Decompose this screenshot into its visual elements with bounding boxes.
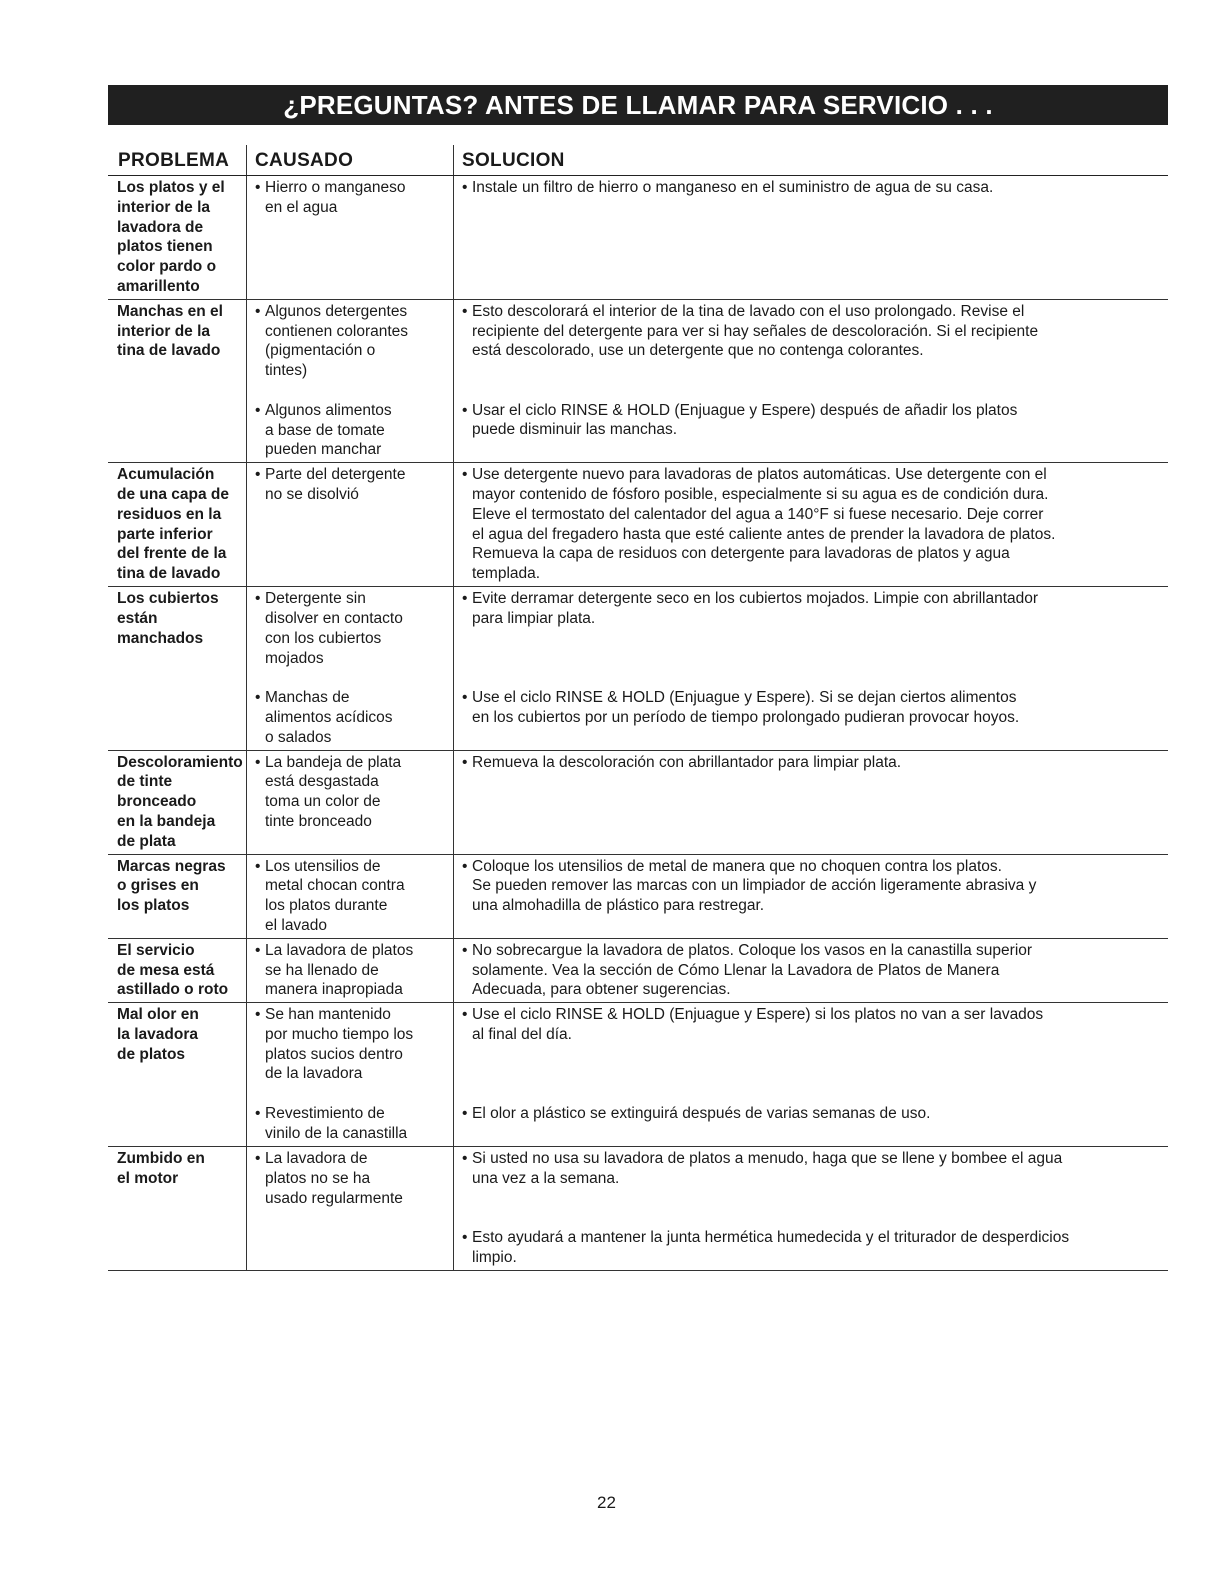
bullet-icon: • xyxy=(462,179,468,196)
solution-text: Use el ciclo RINSE & HOLD (Enjuague y Espere) si los platos no van a ser lavados al final del día. xyxy=(472,1006,1044,1043)
solution-item xyxy=(462,857,1164,936)
cause-item xyxy=(255,589,449,668)
solution-item xyxy=(462,178,1164,218)
cause-cell xyxy=(247,587,454,749)
cause-item xyxy=(255,465,449,584)
bullet-icon: • xyxy=(462,1228,468,1246)
problem-cell: Los platos y el interior de la lavadora de platos tienen color pardo o amarillento xyxy=(108,176,247,299)
table-row xyxy=(108,751,1168,855)
table-row xyxy=(108,1003,1168,1147)
cause-text: Se han mantenido por mucho tiempo los platos sucios dentro de la lavadora xyxy=(265,1006,414,1083)
cause-cell xyxy=(247,1147,454,1270)
solution-item xyxy=(462,1005,1164,1084)
cause-cell xyxy=(247,939,454,1002)
troubleshooting-table xyxy=(108,145,1168,1271)
cause-item xyxy=(255,401,449,460)
cause-item xyxy=(255,1149,449,1208)
cause-cell xyxy=(247,176,454,299)
cause-text: La bandeja de plata está desgastada toma un color de tinte bronceado xyxy=(265,753,402,830)
cause-item xyxy=(255,302,449,381)
cause-item xyxy=(255,688,449,747)
cause-cell xyxy=(247,855,454,938)
solution-text: Evite derramar detergente seco en los cubiertos mojados. Limpie con abrillantador para limpiar plata. xyxy=(472,590,1039,627)
solution-item xyxy=(462,302,1164,381)
table-row xyxy=(108,300,1168,463)
bullet-icon: • xyxy=(462,1104,468,1122)
cause-text: La lavadora de platos no se ha usado regularmente xyxy=(265,1150,403,1207)
problem-cell: Marcas negras o grises en los platos xyxy=(108,855,247,938)
page-number: 22 xyxy=(597,1493,616,1512)
cause-text: Detergente sin disolver en contacto con los cubiertos mojados xyxy=(265,590,403,667)
bullet-icon: • xyxy=(462,688,468,706)
bullet-icon: • xyxy=(255,179,261,196)
bullet-icon: • xyxy=(462,857,468,875)
solution-cell xyxy=(454,1147,1168,1270)
bullet-icon: • xyxy=(462,1150,468,1168)
solution-text: Si usted no usa su lavadora de platos a menudo, haga que se llene y bombee el agua una vez a la semana. xyxy=(472,1150,1063,1187)
bullet-icon xyxy=(255,1228,265,1268)
header-solution: SOLUCION xyxy=(462,150,565,171)
solution-cell xyxy=(454,939,1168,1002)
solution-text: Esto ayudará a mantener la junta hermética humedecida y el triturador de desperdicios limpio. xyxy=(472,1228,1070,1266)
table-row xyxy=(108,1147,1168,1271)
bullet-icon: • xyxy=(462,941,468,959)
solution-text: Use detergente nuevo para lavadoras de platos automáticas. Use detergente con el mayor contenido de fósforo posible, especialmente si su agua es de condición dura. Eleve el termostato del calentador del agua a 140°F si fuese necesario. Deje correr el agua del fregadero hasta que esté caliente antes de prender la lavadora de platos. Remueva la capa de residuos con detergente para lavadoras de platos y agua templada. xyxy=(472,466,1056,583)
bullet-icon: • xyxy=(462,466,468,484)
cause-text: Manchas de alimentos acídicos o salados xyxy=(265,689,393,746)
bullet-icon: • xyxy=(255,401,261,419)
cause-text xyxy=(265,1228,449,1268)
bullet-icon: • xyxy=(462,302,468,320)
table-row xyxy=(108,939,1168,1003)
solution-item xyxy=(462,465,1164,584)
bullet-icon: • xyxy=(255,857,261,875)
solution-text: Coloque los utensilios de metal de manera que no choquen contra los platos. Se pueden remover las marcas con un limpiador de acción ligeramente abrasiva y una almohadilla de plástico para restregar. xyxy=(472,857,1037,915)
bullet-icon: • xyxy=(462,1006,468,1024)
cause-text: Parte del detergente no se disolvió xyxy=(265,466,406,503)
cause-cell xyxy=(247,751,454,854)
table-header xyxy=(108,145,1168,176)
bullet-icon: • xyxy=(255,1006,261,1024)
problem-cell: Descoloramiento de tinte bronceado en la bandeja de plata xyxy=(108,751,247,854)
cause-text: Revestimiento de vinilo de la canastilla xyxy=(265,1105,408,1142)
header-problem: PROBLEMA xyxy=(108,145,247,175)
cause-cell xyxy=(247,463,454,586)
cause-text: Hierro o manganeso en el agua xyxy=(265,179,406,216)
problem-cell: Mal olor en la lavadora de platos xyxy=(108,1003,247,1146)
bullet-icon: • xyxy=(255,590,261,608)
cause-text: Algunos detergentes contienen colorantes (pigmentación o tintes) xyxy=(265,302,409,380)
bullet-icon: • xyxy=(462,753,468,771)
cause-item xyxy=(255,1104,449,1144)
solution-item xyxy=(462,1149,1164,1208)
cause-text: Los utensilios de metal chocan contra los platos durante el lavado xyxy=(265,857,405,934)
solution-item xyxy=(462,688,1164,747)
table-row xyxy=(108,463,1168,587)
cause-text: La lavadora de platos se ha llenado de manera inapropiada xyxy=(265,941,414,999)
cause-item xyxy=(255,178,449,218)
page-title-banner xyxy=(108,85,1168,125)
solution-text: Instale un filtro de hierro o manganeso en el suministro de agua de su casa. xyxy=(472,179,994,196)
bullet-icon: • xyxy=(255,1105,261,1123)
solution-item xyxy=(462,753,1164,832)
solution-cell xyxy=(454,463,1168,586)
solution-item xyxy=(462,589,1164,668)
cause-item xyxy=(255,1228,449,1268)
solution-cell xyxy=(454,1003,1168,1146)
solution-item xyxy=(462,1228,1164,1268)
cause-item xyxy=(255,753,449,832)
cause-item xyxy=(255,857,449,936)
table-row xyxy=(108,176,1168,300)
bullet-icon: • xyxy=(462,401,468,419)
solution-cell xyxy=(454,855,1168,938)
solution-text: Usar el ciclo RINSE & HOLD (Enjuague y Espere) después de añadir los platos puede disminuir las manchas. xyxy=(472,401,1018,439)
cause-cell xyxy=(247,1003,454,1146)
bullet-icon: • xyxy=(255,941,261,959)
solution-text: Esto descolorará el interior de la tina de lavado con el uso prolongado. Revise el recipiente del detergente para ver si hay señales de descoloración. Si el recipiente está descolorado, use un detergente que no contenga colorantes. xyxy=(472,302,1039,360)
table-body xyxy=(108,176,1168,1271)
bullet-icon: • xyxy=(255,689,261,707)
solution-text: No sobrecargue la lavadora de platos. Coloque los vasos en la canastilla superior solamente. Vea la sección de Cómo Llenar la Lavadora de Platos de Manera Adecuada, para obtener sugerencias. xyxy=(472,941,1033,999)
solution-text: El olor a plástico se extinguirá después de varias semanas de uso. xyxy=(472,1104,931,1122)
cause-cell xyxy=(247,300,454,462)
bullet-icon: • xyxy=(255,1150,261,1168)
bullet-icon: • xyxy=(255,302,261,320)
table-row xyxy=(108,587,1168,750)
bullet-icon: • xyxy=(462,590,468,608)
solution-cell xyxy=(454,751,1168,854)
problem-cell: Zumbido en el motor xyxy=(108,1147,247,1270)
bullet-icon: • xyxy=(255,466,261,484)
cause-text: Algunos alimentos a base de tomate pueden manchar xyxy=(265,401,392,459)
solution-cell xyxy=(454,176,1168,299)
solution-item xyxy=(462,1104,1164,1144)
problem-cell: El servicio de mesa está astillado o roto xyxy=(108,939,247,1002)
bullet-icon: • xyxy=(255,753,261,771)
table-row xyxy=(108,855,1168,939)
page-title: ¿PREGUNTAS? ANTES DE LLAMAR PARA SERVICIO . . . xyxy=(283,89,993,120)
cause-item xyxy=(255,941,449,1000)
header-cause: CAUSADO xyxy=(247,145,454,175)
solution-text: Use el ciclo RINSE & HOLD (Enjuague y Espere). Si se dejan ciertos alimentos en los cubiertos por un período de tiempo prolongado pudieran provocar hoyos. xyxy=(472,688,1020,726)
solution-item xyxy=(462,941,1164,1000)
problem-cell: Acumulación de una capa de residuos en la parte inferior del frente de la tina de lavado xyxy=(108,463,247,586)
solution-item xyxy=(462,401,1164,460)
problem-cell: Los cubiertos están manchados xyxy=(108,587,247,749)
cause-item xyxy=(255,1005,449,1084)
solution-cell xyxy=(454,587,1168,749)
problem-cell: Manchas en el interior de la tina de lavado xyxy=(108,300,247,462)
solution-text: Remueva la descoloración con abrillantador para limpiar plata. xyxy=(472,753,902,771)
solution-cell xyxy=(454,300,1168,462)
